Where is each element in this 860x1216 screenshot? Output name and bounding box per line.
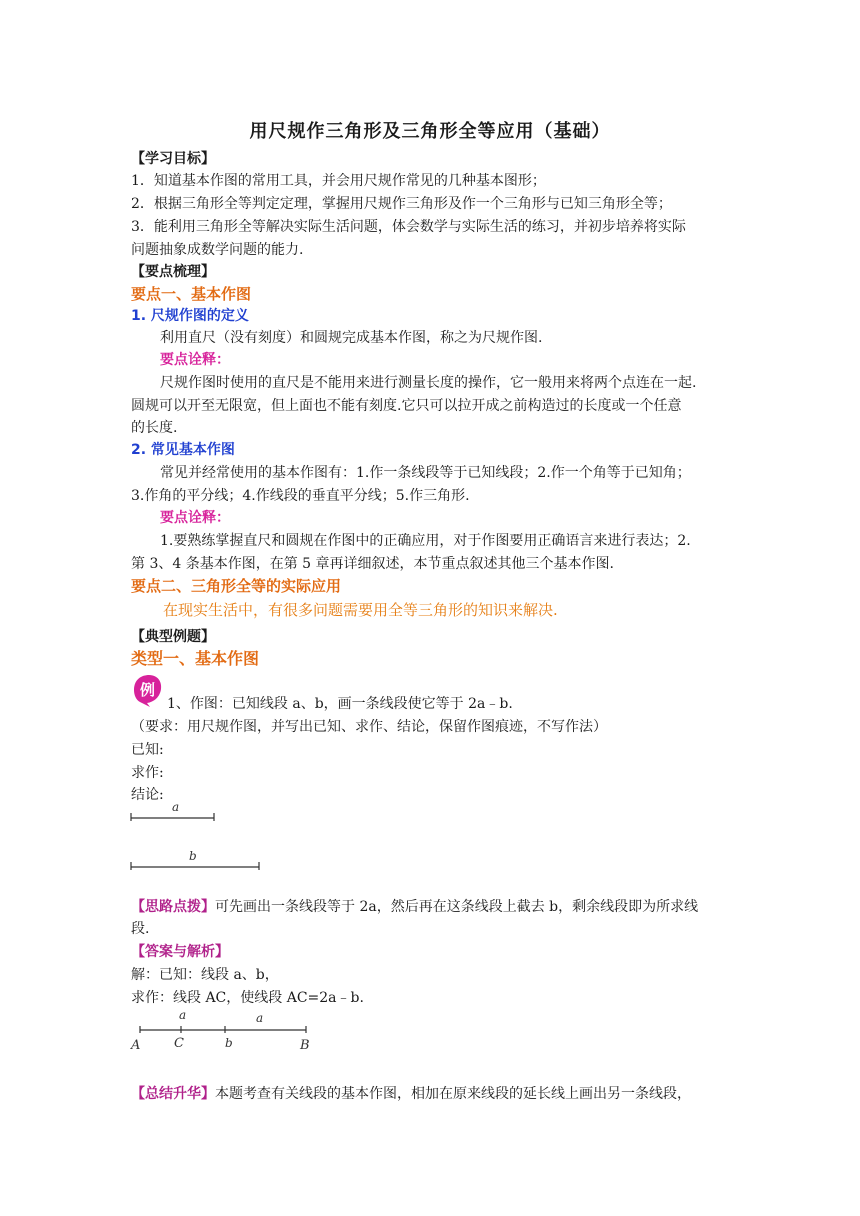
point2-title: 要点二、三角形全等的实际应用 <box>131 577 342 595</box>
solution-line: 求作：线段 AC，使线段 AC=2a﹣b. <box>131 990 364 1006</box>
section2-note-line: 1.要熟练掌握直尺和圆规在作图中的正确应用，对于作图要用正确语言来进行表达；2. <box>160 533 691 549</box>
summary-line <box>131 1083 741 1105</box>
point-c-label: C <box>174 1036 184 1051</box>
type1-title: 类型一、基本作图 <box>131 649 260 668</box>
summary-text: 本题考查有关线段的基本作图，相加在原来线段的延长线上画出另一条线段， <box>215 1086 691 1102</box>
segment-b-label: b <box>189 849 197 863</box>
examples-heading: 【典型例题】 <box>131 629 215 645</box>
construction-figure <box>128 1005 318 1055</box>
given-segments-figure <box>128 798 268 876</box>
note-label: 要点诠释： <box>160 510 230 526</box>
point1-title: 要点一、基本作图 <box>131 285 252 303</box>
section2-note-line: 第 3、4 条基本作图，在第 5 章再详细叙述，本节重点叙述其他三个基本作图. <box>131 556 614 572</box>
hint-text: 可先画出一条线段等于 2a，然后再在这条线段上截去 b，剩余线段即为所求线 <box>215 899 699 915</box>
solution-line: 解：已知：线段 a、b， <box>131 967 279 983</box>
point-a-label: A <box>131 1038 141 1053</box>
example-badge-icon <box>130 673 164 707</box>
section1-note-line: 的长度. <box>131 420 178 436</box>
conclusion-label: 结论: <box>131 787 164 803</box>
hint-line <box>131 896 741 918</box>
example1-requirement: （要求：用尺规作图，并写出已知、求作、结论，保留作图痕迹，不写作法） <box>131 719 607 735</box>
goal-item: 1．知道基本作图的常用工具，并会用尺规作常见的几种基本图形； <box>131 173 546 189</box>
section1-note-line: 尺规作图时使用的直尺是不能用来进行测量长度的操作，它一般用来将两个点连在一起. <box>160 375 697 391</box>
summary-label: 【总结升华】 <box>131 1086 215 1102</box>
section1-title: 1. 尺规作图的定义 <box>131 308 249 324</box>
goal-item: 问题抽象成数学问题的能力. <box>131 242 304 258</box>
example1-question: 1、作图：已知线段 a、b，画一条线段使它等于 2a﹣b. <box>167 696 513 712</box>
section1-note-line: 圆规可以开至无限宽，但上面也不能有刻度.它只可以拉开成之前构造过的长度或一个任意 <box>131 398 682 414</box>
section2-text-line: 3.作角的平分线；4.作线段的垂直平分线；5.作三角形. <box>131 488 470 504</box>
hint-text-continued: 段. <box>131 921 150 937</box>
goals-heading: 【学习目标】 <box>131 151 215 167</box>
goal-item: 3．能利用三角形全等解决实际生活问题，体会数学与实际生活的练习，并初步培养将实际 <box>131 219 686 235</box>
section1-text: 利用直尺（没有刻度）和圆规完成基本作图，称之为尺规作图. <box>160 330 543 346</box>
answer-label: 【答案与解析】 <box>131 944 229 960</box>
section2-title: 2. 常见基本作图 <box>131 442 235 458</box>
goal-item: 2．根据三角形全等判定定理，掌握用尺规作三角形及作一个三角形与已知三角形全等； <box>131 196 672 212</box>
badge-label: 例 <box>140 681 156 699</box>
note-label: 要点诠释： <box>160 352 230 368</box>
points-heading: 【要点梳理】 <box>131 264 215 280</box>
todo-label: 求作: <box>131 765 164 781</box>
point2-text: 在现实生活中，有很多问题需要用全等三角形的知识来解决. <box>163 601 558 619</box>
segment-a-label: a <box>172 800 180 814</box>
fig2-b-label: b <box>225 1036 233 1050</box>
hint-label: 【思路点拨】 <box>131 899 215 915</box>
point-b-label: B <box>300 1038 310 1053</box>
fig2-a-label: a <box>179 1008 187 1022</box>
section2-text-line: 常见并经常使用的基本作图有：1.作一条线段等于已知线段；2.作一个角等于已知角； <box>160 465 691 481</box>
known-label: 已知: <box>131 742 164 758</box>
page-title: 用尺规作三角形及三角形全等应用（基础） <box>249 121 611 142</box>
fig2-a-label: a <box>256 1011 264 1025</box>
